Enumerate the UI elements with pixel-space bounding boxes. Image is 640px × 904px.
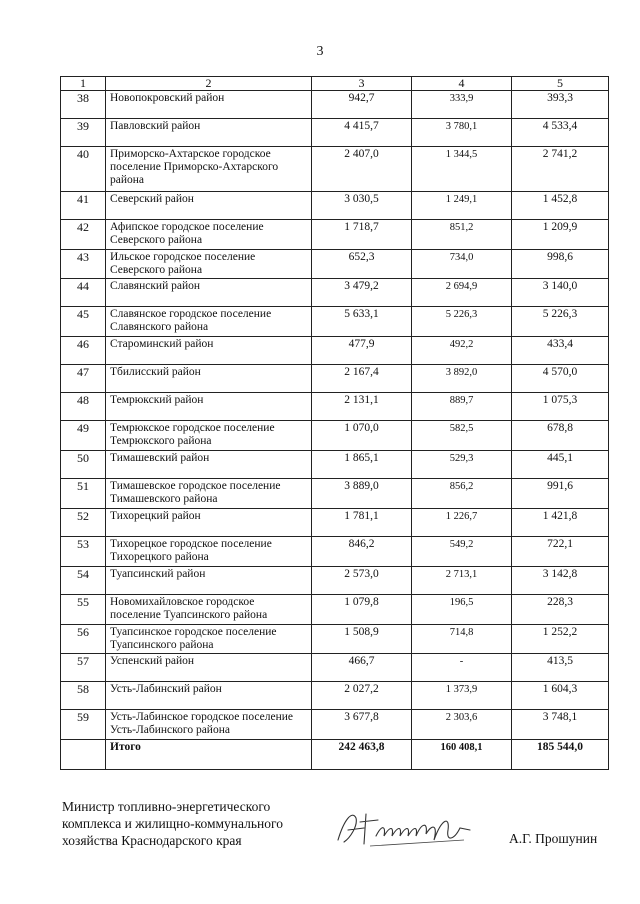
district-name: Староминский район: [106, 337, 312, 365]
value-col-5: 3 748,1: [512, 710, 609, 740]
table-row: [61, 625, 609, 654]
value-col-4: 549,2: [412, 537, 512, 567]
value-col-3: 1 718,7: [312, 220, 412, 250]
value-col-5: 228,3: [512, 595, 609, 625]
value-col-3: 2 167,4: [312, 365, 412, 393]
signature-title-line: хозяйства Краснодарского края: [62, 833, 242, 848]
value-col-3: 1 070,0: [312, 421, 412, 451]
value-col-5: 1 252,2: [512, 625, 609, 654]
district-name: Усть-Лабинское городское поселение Усть-Лабинского района: [106, 710, 312, 740]
row-number: 49: [61, 421, 106, 451]
value-col-4: 492,2: [412, 337, 512, 365]
row-number: 40: [61, 147, 106, 192]
value-col-3: 652,3: [312, 250, 412, 279]
header-cell: 3: [312, 77, 412, 91]
row-number: 56: [61, 625, 106, 654]
table-row: [61, 537, 609, 567]
data-table: [60, 76, 609, 770]
total-col-3: 242 463,8: [312, 740, 412, 770]
row-number: 39: [61, 119, 106, 147]
value-col-5: 5 226,3: [512, 307, 609, 337]
table-row: [61, 337, 609, 365]
value-col-4: 1 226,7: [412, 509, 512, 537]
district-name: Туапсинское городское поселение Туапсинского района: [106, 625, 312, 654]
value-col-4: 851,2: [412, 220, 512, 250]
table-row: [61, 682, 609, 710]
value-col-5: 413,5: [512, 654, 609, 682]
table-row: [61, 451, 609, 479]
value-col-5: 678,8: [512, 421, 609, 451]
value-col-3: 3 889,0: [312, 479, 412, 509]
row-number: 50: [61, 451, 106, 479]
value-col-3: 2 131,1: [312, 393, 412, 421]
row-number: 45: [61, 307, 106, 337]
district-name: Успенский район: [106, 654, 312, 682]
table-row: [61, 119, 609, 147]
value-col-3: 1 508,9: [312, 625, 412, 654]
row-number: 38: [61, 91, 106, 119]
value-col-4: 582,5: [412, 421, 512, 451]
value-col-3: 4 415,7: [312, 119, 412, 147]
value-col-5: 1 604,3: [512, 682, 609, 710]
row-number: 43: [61, 250, 106, 279]
table-row: [61, 393, 609, 421]
row-number: 46: [61, 337, 106, 365]
header-row: [61, 77, 609, 91]
table-row: [61, 421, 609, 451]
signatory-name: А.Г. Прошунин: [509, 831, 598, 846]
district-name: Тихорецкое городское поселение Тихорецкого района: [106, 537, 312, 567]
signature-title: [62, 798, 283, 849]
row-number: 53: [61, 537, 106, 567]
value-col-5: 991,6: [512, 479, 609, 509]
value-col-4: 2 694,9: [412, 279, 512, 307]
value-col-3: 477,9: [312, 337, 412, 365]
row-number: 58: [61, 682, 106, 710]
table-row: [61, 479, 609, 509]
table-row: [61, 192, 609, 220]
table-row: [61, 509, 609, 537]
district-name: Северский район: [106, 192, 312, 220]
table-row: [61, 250, 609, 279]
value-col-4: -: [412, 654, 512, 682]
value-col-3: 466,7: [312, 654, 412, 682]
district-name: Новопокровский район: [106, 91, 312, 119]
row-number: 51: [61, 479, 106, 509]
value-col-5: 1 452,8: [512, 192, 609, 220]
value-col-4: 333,9: [412, 91, 512, 119]
value-col-3: 3 030,5: [312, 192, 412, 220]
district-name: Приморско-Ахтарское городское поселение Приморско-Ахтарского района: [106, 147, 312, 192]
header-cell: 1: [61, 77, 106, 91]
value-col-4: 714,8: [412, 625, 512, 654]
value-col-5: 1 209,9: [512, 220, 609, 250]
row-number: 47: [61, 365, 106, 393]
value-col-5: 1 075,3: [512, 393, 609, 421]
district-name: Новомихайловское городское поселение Туапсинского района: [106, 595, 312, 625]
table-row: [61, 220, 609, 250]
value-col-3: 3 677,8: [312, 710, 412, 740]
table-row: [61, 567, 609, 595]
table-row: [61, 147, 609, 192]
total-row: [61, 740, 609, 770]
value-col-3: 846,2: [312, 537, 412, 567]
district-name: Туапсинский район: [106, 567, 312, 595]
table-row: [61, 279, 609, 307]
value-col-4: 734,0: [412, 250, 512, 279]
value-col-4: 529,3: [412, 451, 512, 479]
header-cell: 4: [412, 77, 512, 91]
value-col-4: 3 780,1: [412, 119, 512, 147]
district-name: Павловский район: [106, 119, 312, 147]
value-col-5: 3 140,0: [512, 279, 609, 307]
value-col-5: 433,4: [512, 337, 609, 365]
row-number: 54: [61, 567, 106, 595]
total-empty-cell: [61, 740, 106, 770]
row-number: 48: [61, 393, 106, 421]
district-name: Афипское городское поселение Северского района: [106, 220, 312, 250]
value-col-5: 998,6: [512, 250, 609, 279]
district-name: Тимашевский район: [106, 451, 312, 479]
value-col-4: 1 344,5: [412, 147, 512, 192]
value-col-4: 2 713,1: [412, 567, 512, 595]
table-row: [61, 595, 609, 625]
value-col-3: 3 479,2: [312, 279, 412, 307]
header-cell: 5: [512, 77, 609, 91]
district-name: Тимашевское городское поселение Тимашевского района: [106, 479, 312, 509]
value-col-5: 2 741,2: [512, 147, 609, 192]
value-col-4: 856,2: [412, 479, 512, 509]
value-col-5: 1 421,8: [512, 509, 609, 537]
row-number: 55: [61, 595, 106, 625]
table-row: [61, 654, 609, 682]
row-number: 41: [61, 192, 106, 220]
value-col-5: 722,1: [512, 537, 609, 567]
value-col-5: 445,1: [512, 451, 609, 479]
value-col-3: 2 573,0: [312, 567, 412, 595]
row-number: 44: [61, 279, 106, 307]
value-col-4: 3 892,0: [412, 365, 512, 393]
value-col-4: 2 303,6: [412, 710, 512, 740]
table-row: [61, 710, 609, 740]
total-label: Итого: [106, 740, 312, 770]
signature-title-line: комплекса и жилищно-коммунального: [62, 816, 283, 831]
signature-title-line: Министр топливно-энергетического: [62, 799, 271, 814]
value-col-5: 393,3: [512, 91, 609, 119]
row-number: 42: [61, 220, 106, 250]
value-col-3: 2 027,2: [312, 682, 412, 710]
district-name: Ильское городское поселение Северского района: [106, 250, 312, 279]
page-number: 3: [316, 44, 324, 59]
row-number: 52: [61, 509, 106, 537]
value-col-3: 2 407,0: [312, 147, 412, 192]
value-col-3: 1 865,1: [312, 451, 412, 479]
district-name: Славянский район: [106, 279, 312, 307]
district-name: Темрюкское городское поселение Темрюкского района: [106, 421, 312, 451]
value-col-5: 4 570,0: [512, 365, 609, 393]
value-col-3: 1 079,8: [312, 595, 412, 625]
district-name: Тбилисский район: [106, 365, 312, 393]
value-col-3: 1 781,1: [312, 509, 412, 537]
value-col-5: 4 533,4: [512, 119, 609, 147]
value-col-3: 942,7: [312, 91, 412, 119]
table-row: [61, 307, 609, 337]
value-col-4: 1 249,1: [412, 192, 512, 220]
value-col-4: 5 226,3: [412, 307, 512, 337]
table-row: [61, 365, 609, 393]
value-col-3: 5 633,1: [312, 307, 412, 337]
district-name: Тихорецкий район: [106, 509, 312, 537]
value-col-4: 1 373,9: [412, 682, 512, 710]
district-name: Темрюкский район: [106, 393, 312, 421]
row-number: 57: [61, 654, 106, 682]
district-name: Славянское городское поселение Славянского района: [106, 307, 312, 337]
handwritten-signature: [330, 800, 490, 860]
value-col-5: 3 142,8: [512, 567, 609, 595]
value-col-4: 196,5: [412, 595, 512, 625]
row-number: 59: [61, 710, 106, 740]
value-col-4: 889,7: [412, 393, 512, 421]
total-col-4: 160 408,1: [412, 740, 512, 770]
district-name: Усть-Лабинский район: [106, 682, 312, 710]
table-row: [61, 91, 609, 119]
total-col-5: 185 544,0: [512, 740, 609, 770]
header-cell: 2: [106, 77, 312, 91]
